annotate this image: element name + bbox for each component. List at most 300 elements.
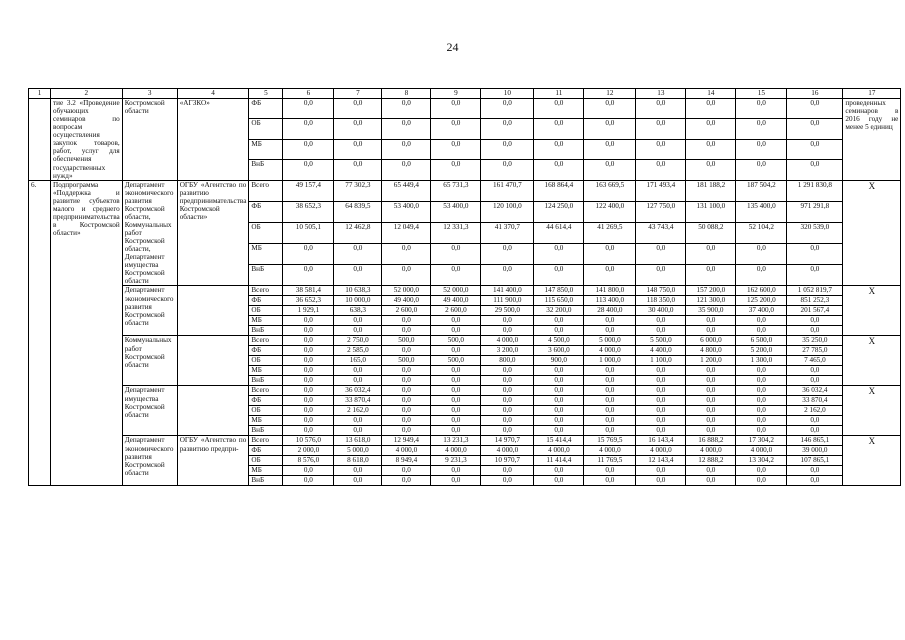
column-number: 2 <box>51 89 123 99</box>
value-cell: 49 157,4 <box>283 180 334 201</box>
budget-source: ВнБ <box>249 426 283 436</box>
budget-source: ФБ <box>249 346 283 356</box>
value-cell: 0,0 <box>636 406 686 416</box>
value-cell: 201 567,4 <box>787 306 843 316</box>
value-cell: 0,0 <box>636 366 686 376</box>
value-cell: 111 900,0 <box>481 296 534 306</box>
value-cell: 0,0 <box>787 99 843 119</box>
value-cell: 0,0 <box>481 396 534 406</box>
value-cell: 2 600,0 <box>431 306 481 316</box>
value-cell: 10 970,7 <box>481 456 534 466</box>
column-number: 10 <box>481 89 534 99</box>
value-cell: 0,0 <box>584 119 636 139</box>
value-cell: 2 600,0 <box>382 306 431 316</box>
value-cell: 0,0 <box>283 316 334 326</box>
value-cell: 41 370,7 <box>481 222 534 243</box>
value-cell: 36 032,4 <box>787 386 843 396</box>
table-row <box>29 336 901 346</box>
value-cell: 35 250,0 <box>787 336 843 346</box>
value-cell: 0,0 <box>481 386 534 396</box>
value-cell: 0,0 <box>481 326 534 336</box>
value-cell: 0,0 <box>584 99 636 119</box>
value-cell: 0,0 <box>283 466 334 476</box>
value-cell: 3 200,0 <box>481 346 534 356</box>
value-cell: 0,0 <box>636 244 686 265</box>
value-cell: 0,0 <box>481 416 534 426</box>
value-cell: 0,0 <box>686 265 736 286</box>
value-cell: 0,0 <box>686 326 736 336</box>
value-cell: 0,0 <box>736 265 787 286</box>
value-cell: 0,0 <box>534 119 584 139</box>
column-number: 13 <box>636 89 686 99</box>
value-cell: 0,0 <box>283 366 334 376</box>
value-cell: 49 400,0 <box>431 296 481 306</box>
value-cell: 141 400,0 <box>481 286 534 296</box>
value-cell: 0,0 <box>431 160 481 180</box>
value-cell: 0,0 <box>283 376 334 386</box>
value-cell: 0,0 <box>382 466 431 476</box>
table-row <box>29 386 901 396</box>
column-number: 12 <box>584 89 636 99</box>
value-cell: 127 750,0 <box>636 201 686 222</box>
value-cell: 0,0 <box>534 386 584 396</box>
budget-source: Всего <box>249 436 283 446</box>
value-cell: 125 200,0 <box>736 296 787 306</box>
value-cell: 0,0 <box>636 466 686 476</box>
column-number: 5 <box>249 89 283 99</box>
value-cell: 4 000,0 <box>534 446 584 456</box>
value-cell: 0,0 <box>787 326 843 336</box>
value-cell: 0,0 <box>334 265 382 286</box>
value-cell: 14 970,7 <box>481 436 534 446</box>
value-cell: 0,0 <box>431 119 481 139</box>
value-cell: 122 400,0 <box>584 201 636 222</box>
page-number: 24 <box>446 40 459 54</box>
value-cell: 2 750,0 <box>334 336 382 346</box>
x-mark: X <box>843 336 901 386</box>
value-cell: 0,0 <box>686 160 736 180</box>
table-row <box>29 286 901 296</box>
value-cell: 2 585,0 <box>334 346 382 356</box>
budget-table <box>28 88 901 486</box>
value-cell: 157 200,0 <box>686 286 736 296</box>
value-cell: 0,0 <box>431 466 481 476</box>
value-cell: 37 400,0 <box>736 306 787 316</box>
executor-cell: Департамент экономического развития Костромской области, Коммунальных работ Костромской области, Департамент имущества Костромской области <box>122 180 177 286</box>
table-row <box>29 180 901 201</box>
value-cell: 0,0 <box>334 426 382 436</box>
value-cell: 12 949,4 <box>382 436 431 446</box>
value-cell: 0,0 <box>382 265 431 286</box>
value-cell: 77 302,3 <box>334 180 382 201</box>
value-cell: 2 162,0 <box>334 406 382 416</box>
value-cell: 638,3 <box>334 306 382 316</box>
table-row <box>29 99 901 119</box>
value-cell: 16 888,2 <box>686 436 736 446</box>
value-cell: 15 414,4 <box>534 436 584 446</box>
value-cell: 12 888,2 <box>686 456 736 466</box>
value-cell: 0,0 <box>787 426 843 436</box>
value-cell: 0,0 <box>787 265 843 286</box>
value-cell: 0,0 <box>584 476 636 486</box>
value-cell: 0,0 <box>736 99 787 119</box>
value-cell: 0,0 <box>584 396 636 406</box>
value-cell: 0,0 <box>334 244 382 265</box>
value-cell: 0,0 <box>787 316 843 326</box>
value-cell: 0,0 <box>283 386 334 396</box>
value-cell: 0,0 <box>736 406 787 416</box>
value-cell: 0,0 <box>787 376 843 386</box>
value-cell: 135 400,0 <box>736 201 787 222</box>
value-cell: 65 449,4 <box>382 180 431 201</box>
column-number: 14 <box>686 89 736 99</box>
value-cell: 0,0 <box>736 119 787 139</box>
result-note: проведенных семинаров в 2016 году не менее 5 единиц <box>843 99 901 181</box>
value-cell: 0,0 <box>334 366 382 376</box>
value-cell: 131 100,0 <box>686 201 736 222</box>
value-cell: 28 400,0 <box>584 306 636 316</box>
value-cell: 0,0 <box>431 265 481 286</box>
value-cell: 4 500,0 <box>534 336 584 346</box>
value-cell: 0,0 <box>481 316 534 326</box>
budget-source: ФБ <box>249 296 283 306</box>
value-cell: 5 200,0 <box>736 346 787 356</box>
value-cell: 0,0 <box>584 416 636 426</box>
value-cell: 0,0 <box>736 426 787 436</box>
value-cell: 0,0 <box>334 466 382 476</box>
value-cell: 0,0 <box>534 426 584 436</box>
column-number: 11 <box>534 89 584 99</box>
value-cell: 0,0 <box>481 160 534 180</box>
participant-cell: «АГЗКО» <box>177 99 249 181</box>
value-cell: 10 638,3 <box>334 286 382 296</box>
value-cell: 0,0 <box>736 139 787 159</box>
budget-source: ОБ <box>249 119 283 139</box>
value-cell: 1 200,0 <box>686 356 736 366</box>
budget-source: МБ <box>249 244 283 265</box>
column-number: 9 <box>431 89 481 99</box>
value-cell: 0,0 <box>636 476 686 486</box>
budget-source: ОБ <box>249 406 283 416</box>
value-cell: 0,0 <box>736 386 787 396</box>
value-cell: 0,0 <box>431 366 481 376</box>
x-mark: X <box>843 180 901 286</box>
value-cell: 161 470,7 <box>481 180 534 201</box>
value-cell: 0,0 <box>736 466 787 476</box>
value-cell: 5 500,0 <box>636 336 686 346</box>
value-cell: 36 652,3 <box>283 296 334 306</box>
value-cell: 900,0 <box>534 356 584 366</box>
value-cell: 0,0 <box>686 396 736 406</box>
budget-source: ВнБ <box>249 476 283 486</box>
value-cell: 0,0 <box>382 366 431 376</box>
value-cell: 0,0 <box>481 265 534 286</box>
value-cell: 851 252,3 <box>787 296 843 306</box>
value-cell: 0,0 <box>736 326 787 336</box>
value-cell: 0,0 <box>334 119 382 139</box>
budget-source: ВнБ <box>249 160 283 180</box>
budget-source: ОБ <box>249 306 283 316</box>
value-cell: 0,0 <box>686 386 736 396</box>
column-number: 7 <box>334 89 382 99</box>
budget-source: Всего <box>249 336 283 346</box>
value-cell: 0,0 <box>636 119 686 139</box>
value-cell: 0,0 <box>382 406 431 416</box>
value-cell: 0,0 <box>584 366 636 376</box>
value-cell: 13 304,2 <box>736 456 787 466</box>
value-cell: 1 291 830,8 <box>787 180 843 201</box>
table-row <box>29 436 901 446</box>
value-cell: 41 269,5 <box>584 222 636 243</box>
executor-cell: Департамент имущества Костромской области <box>122 386 177 436</box>
row-number <box>29 99 51 181</box>
value-cell: 0,0 <box>534 160 584 180</box>
value-cell: 4 000,0 <box>431 446 481 456</box>
value-cell: 500,0 <box>431 356 481 366</box>
value-cell: 0,0 <box>736 160 787 180</box>
budget-source: МБ <box>249 416 283 426</box>
value-cell: 49 400,0 <box>382 296 431 306</box>
value-cell: 0,0 <box>584 386 636 396</box>
value-cell: 4 000,0 <box>584 346 636 356</box>
value-cell: 148 750,0 <box>636 286 686 296</box>
value-cell: 141 800,0 <box>584 286 636 296</box>
value-cell: 4 000,0 <box>584 446 636 456</box>
value-cell: 0,0 <box>334 160 382 180</box>
value-cell: 0,0 <box>584 139 636 159</box>
value-cell: 0,0 <box>584 466 636 476</box>
value-cell: 0,0 <box>382 244 431 265</box>
value-cell: 33 870,4 <box>334 396 382 406</box>
value-cell: 0,0 <box>481 99 534 119</box>
value-cell: 0,0 <box>636 376 686 386</box>
value-cell: 0,0 <box>686 139 736 159</box>
value-cell: 0,0 <box>283 119 334 139</box>
value-cell: 0,0 <box>787 366 843 376</box>
value-cell: 0,0 <box>431 326 481 336</box>
value-cell: 0,0 <box>636 386 686 396</box>
value-cell: 0,0 <box>584 326 636 336</box>
value-cell: 0,0 <box>686 376 736 386</box>
value-cell: 4 000,0 <box>382 446 431 456</box>
value-cell: 4 000,0 <box>736 446 787 456</box>
value-cell: 971 291,8 <box>787 201 843 222</box>
value-cell: 0,0 <box>636 316 686 326</box>
value-cell: 0,0 <box>534 99 584 119</box>
value-cell: 0,0 <box>686 244 736 265</box>
value-cell: 0,0 <box>534 366 584 376</box>
value-cell: 0,0 <box>534 139 584 159</box>
value-cell: 0,0 <box>736 376 787 386</box>
value-cell: 0,0 <box>334 376 382 386</box>
value-cell: 0,0 <box>481 244 534 265</box>
value-cell: 5 000,0 <box>584 336 636 346</box>
value-cell: 163 669,5 <box>584 180 636 201</box>
value-cell: 0,0 <box>334 316 382 326</box>
value-cell: 0,0 <box>481 366 534 376</box>
value-cell: 0,0 <box>534 416 584 426</box>
column-number: 17 <box>843 89 901 99</box>
value-cell: 162 600,0 <box>736 286 787 296</box>
value-cell: 5 000,0 <box>334 446 382 456</box>
value-cell: 124 250,0 <box>534 201 584 222</box>
value-cell: 0,0 <box>334 416 382 426</box>
budget-source: ФБ <box>249 446 283 456</box>
value-cell: 0,0 <box>481 426 534 436</box>
budget-source: ВнБ <box>249 265 283 286</box>
value-cell: 17 304,2 <box>736 436 787 446</box>
value-cell: 0,0 <box>431 476 481 486</box>
value-cell: 0,0 <box>481 466 534 476</box>
value-cell: 4 000,0 <box>686 446 736 456</box>
value-cell: 52 104,2 <box>736 222 787 243</box>
value-cell: 0,0 <box>382 476 431 486</box>
value-cell: 50 088,2 <box>686 222 736 243</box>
executor-cell: Костромской области <box>122 99 177 181</box>
value-cell: 0,0 <box>534 326 584 336</box>
value-cell: 4 000,0 <box>481 336 534 346</box>
value-cell: 0,0 <box>686 476 736 486</box>
value-cell: 0,0 <box>283 356 334 366</box>
value-cell: 0,0 <box>481 119 534 139</box>
value-cell: 0,0 <box>534 376 584 386</box>
value-cell: 0,0 <box>534 466 584 476</box>
x-mark: X <box>843 286 901 336</box>
value-cell: 0,0 <box>283 139 334 159</box>
value-cell: 7 465,0 <box>787 356 843 366</box>
value-cell: 0,0 <box>736 244 787 265</box>
budget-source: Всего <box>249 286 283 296</box>
value-cell: 0,0 <box>636 326 686 336</box>
value-cell: 0,0 <box>686 99 736 119</box>
budget-source: ОБ <box>249 356 283 366</box>
value-cell: 8 949,4 <box>382 456 431 466</box>
column-number: 6 <box>283 89 334 99</box>
budget-source: ВнБ <box>249 326 283 336</box>
value-cell: 0,0 <box>686 426 736 436</box>
value-cell: 0,0 <box>481 476 534 486</box>
value-cell: 15 769,5 <box>584 436 636 446</box>
value-cell: 38 652,3 <box>283 201 334 222</box>
budget-source: ФБ <box>249 201 283 222</box>
value-cell: 0,0 <box>283 346 334 356</box>
value-cell: 0,0 <box>283 265 334 286</box>
budget-source: МБ <box>249 366 283 376</box>
value-cell: 187 504,2 <box>736 180 787 201</box>
value-cell: 16 143,4 <box>636 436 686 446</box>
value-cell: 1 300,0 <box>736 356 787 366</box>
value-cell: 0,0 <box>431 99 481 119</box>
value-cell: 165,0 <box>334 356 382 366</box>
value-cell: 0,0 <box>431 396 481 406</box>
value-cell: 0,0 <box>481 406 534 416</box>
value-cell: 0,0 <box>382 119 431 139</box>
value-cell: 171 493,4 <box>636 180 686 201</box>
value-cell: 0,0 <box>334 326 382 336</box>
x-mark: X <box>843 436 901 486</box>
value-cell: 0,0 <box>736 366 787 376</box>
value-cell: 13 231,3 <box>431 436 481 446</box>
value-cell: 107 865,1 <box>787 456 843 466</box>
value-cell: 320 539,0 <box>787 222 843 243</box>
x-mark: X <box>843 386 901 436</box>
participant-cell: ОГБУ «Агентство по развитию предпринимательства Костромской области» <box>177 180 249 286</box>
budget-source: ОБ <box>249 222 283 243</box>
value-cell: 0,0 <box>787 466 843 476</box>
value-cell: 2 000,0 <box>283 446 334 456</box>
value-cell: 0,0 <box>534 406 584 416</box>
value-cell: 0,0 <box>787 244 843 265</box>
value-cell: 0,0 <box>584 406 636 416</box>
value-cell: 0,0 <box>534 244 584 265</box>
value-cell: 0,0 <box>431 346 481 356</box>
value-cell: 1 000,0 <box>584 356 636 366</box>
value-cell: 0,0 <box>283 406 334 416</box>
value-cell: 0,0 <box>382 316 431 326</box>
value-cell: 2 162,0 <box>787 406 843 416</box>
value-cell: 0,0 <box>787 139 843 159</box>
value-cell: 0,0 <box>382 426 431 436</box>
value-cell: 0,0 <box>431 244 481 265</box>
value-cell: 1 100,0 <box>636 356 686 366</box>
participant-cell <box>177 386 249 436</box>
value-cell: 500,0 <box>431 336 481 346</box>
value-cell: 12 462,8 <box>334 222 382 243</box>
value-cell: 0,0 <box>283 160 334 180</box>
value-cell: 39 000,0 <box>787 446 843 456</box>
executor-cell: Коммунальных работ Костромской области <box>122 336 177 386</box>
column-number: 15 <box>736 89 787 99</box>
value-cell: 0,0 <box>481 139 534 159</box>
value-cell: 147 850,0 <box>534 286 584 296</box>
participant-cell: ОГБУ «Агентство по развитию предпри- <box>177 436 249 486</box>
value-cell: 52 000,0 <box>431 286 481 296</box>
value-cell: 0,0 <box>584 265 636 286</box>
value-cell: 0,0 <box>636 396 686 406</box>
value-cell: 0,0 <box>736 316 787 326</box>
value-cell: 10 505,1 <box>283 222 334 243</box>
value-cell: 0,0 <box>283 416 334 426</box>
value-cell: 53 400,0 <box>431 201 481 222</box>
participant-cell <box>177 286 249 336</box>
value-cell: 0,0 <box>787 476 843 486</box>
participant-cell <box>177 336 249 386</box>
value-cell: 32 200,0 <box>534 306 584 316</box>
value-cell: 0,0 <box>431 386 481 396</box>
column-number: 4 <box>177 89 249 99</box>
value-cell: 0,0 <box>431 139 481 159</box>
value-cell: 0,0 <box>283 99 334 119</box>
value-cell: 0,0 <box>584 244 636 265</box>
value-cell: 1 052 819,7 <box>787 286 843 296</box>
value-cell: 0,0 <box>382 99 431 119</box>
budget-source: ФБ <box>249 99 283 119</box>
value-cell: 0,0 <box>636 426 686 436</box>
value-cell: 0,0 <box>686 366 736 376</box>
value-cell: 8 576,0 <box>283 456 334 466</box>
value-cell: 44 614,4 <box>534 222 584 243</box>
value-cell: 6 500,0 <box>736 336 787 346</box>
value-cell: 0,0 <box>636 160 686 180</box>
row-number: 6. <box>29 180 51 486</box>
value-cell: 0,0 <box>787 160 843 180</box>
value-cell: 0,0 <box>584 426 636 436</box>
value-cell: 0,0 <box>787 119 843 139</box>
value-cell: 0,0 <box>431 416 481 426</box>
budget-source: МБ <box>249 139 283 159</box>
value-cell: 53 400,0 <box>382 201 431 222</box>
value-cell: 29 500,0 <box>481 306 534 316</box>
